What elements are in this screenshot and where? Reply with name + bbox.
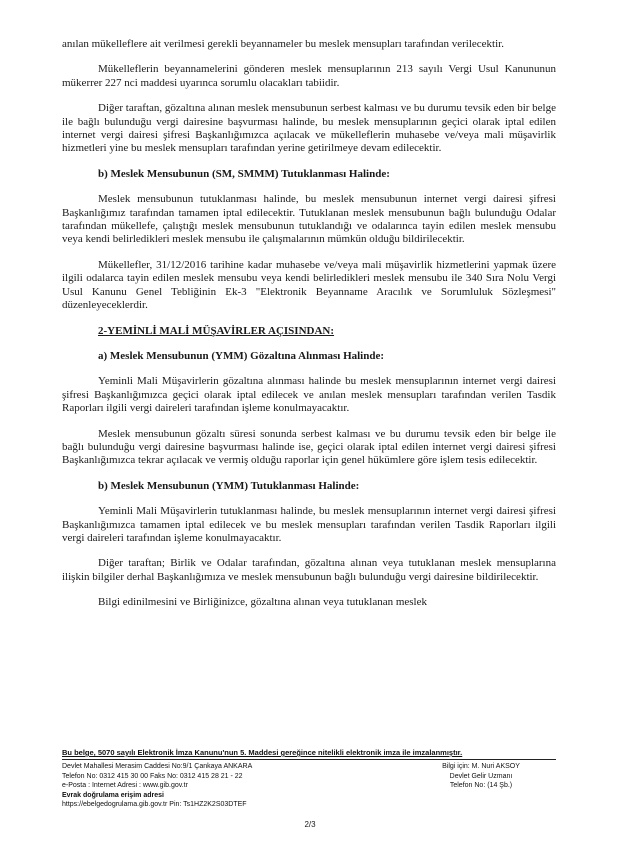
document-body — [62, 38, 556, 622]
paragraph: Yeminli Mali Müşavirlerin gözaltına alınması halinde bu meslek mensuplarının internet vergi dairesi şifresi Başkanlığımızca geçici olarak iptal edilecek ve anılan meslek mensupları tarafından verilen Tasdik Raporları ilgili vergi daireleri tarafından işleme konulmayacaktır. — [62, 375, 556, 415]
paragraph: Bilgi edinilmesini ve Birliğinizce, gözaltına alınan veya tutuklanan meslek — [98, 596, 427, 609]
footer-contact-block — [62, 762, 382, 810]
main-section-heading: 2-YEMİNLİ MALİ MÜŞAVİRLER AÇISINDAN: — [98, 324, 335, 337]
verify-label: Evrak doğrulama erişim adresi — [62, 791, 164, 799]
address-text: Devlet Mahallesi Merasim Caddesi No:9/1 Çankaya ANKARA — [62, 763, 253, 770]
section-heading: b) Meslek Mensubunun (YMM) Tutuklanması Halinde: — [98, 479, 360, 492]
section-heading: a) Meslek Mensubunun (YMM) Gözaltına Alınması Halinde: — [98, 349, 385, 362]
paragraph: Diğer taraftan; Birlik ve Odalar tarafından, gözaltına alınan veya tutuklanan meslek mensuplarına ilişkin bilgiler derhal Başkanlığımıza ve meslek mensubunun bağlı bulunduğu vergi dairesine bildirilecektir. — [62, 557, 556, 583]
page-number: 2/3 — [304, 820, 316, 829]
verify-url: https://ebelgedogrulama.gib.gov.tr Pin: Ts1HZ2K2S03DTEF — [62, 801, 247, 808]
paragraph: Mükellefler, 31/12/2016 tarihine kadar muhasebe ve/veya mali müşavirlik hizmetlerini yapmak üzere ilgili odalarca tayin edilen meslek mensubu veya kendi belirledikleri meslek mensubu ile 340 Sıra Nolu Vergi Usul Kanunu Genel Tebliğinin Ek-3 "Elektronik Beyanname Aracılık ve Sorumluluk Sözleşmesi" düzenleyeceklerdir. — [62, 258, 556, 312]
paragraph: Diğer taraftan, gözaltına alınan meslek mensubunun serbest kalması ve bu durumu tevsik eden bir belge ile bağlı bulunduğu vergi dairesine başvurması halinde, bu meslek mensuplarının geçici olarak iptal edilen internet vergi dairesi şifresi Başkanlığımızca açılacak ve mükelleflerin muhasebe ve/veya mali müşavirlik hizmetleri yine bu meslek mensupları tarafından yerine getirilmeye devam edilecektir. — [62, 102, 556, 155]
paragraph: anılan mükelleflere ait verilmesi gerekli beyannameler bu meslek mensupları tarafından verilecektir. — [62, 38, 504, 50]
contact-name: Bilgi için: M. Nuri AKSOY — [442, 763, 520, 770]
paragraph: Meslek mensubunun gözaltı süresi sonunda serbest kalması ve bu durumu tevsik eden bir belge ile bağlı bulunduğu vergi dairesine başvurması halinde ise, geçici olarak iptal edilen internet vergi dairesi şifresi Başkanlığımızca tekrar açılacak ve vermiş olduğu raporlar için genel hükümlere göre işlem tesis edilecektir. — [62, 427, 556, 467]
document-footer — [62, 748, 556, 810]
footer-info-block — [406, 762, 556, 810]
contact-title: Devlet Gelir Uzmanı — [449, 772, 513, 780]
e-signature-notice: Bu belge, 5070 sayılı Elektronik İmza Kanunu'nun 5. Maddesi gereğince nitelikli elektronik imza ile imzalanmıştır. — [62, 748, 463, 757]
web-text: e-Posta : Internet Adresi : www.gib.gov.tr — [62, 782, 188, 789]
paragraph: Mükelleflerin beyannamelerini gönderen meslek mensuplarının 213 sayılı Vergi Usul Kanununun mükerrer 227 nci maddesi uyarınca sorumlu olacakları tabiidir. — [62, 63, 556, 89]
section-heading: b) Meslek Mensubunun (SM, SMMM) Tutuklanması Halinde: — [98, 167, 390, 180]
paragraph: Yeminli Mali Müşavirlerin tutuklanması halinde, bu meslek mensuplarının internet vergi dairesi şifresi Başkanlığımızca tamamen iptal edilecek ve bu meslek mensupları tarafından verilen Tasdik Raporları ilgili vergi daireleri tarafından işleme konulmayacaktır. — [62, 505, 556, 544]
phone-text: Telefon No: 0312 415 30 00 Faks No: 0312 415 28 21 - 22 — [62, 772, 243, 780]
paragraph: Meslek mensubunun tutuklanması halinde, bu meslek mensubunun internet vergi dairesi şifresi Başkanlığımız tarafından tamamen iptal edilecektir. Tutuklanan meslek mensubunun bağlı bulunduğu Odalar tarafından mükellefe, çalıştığı meslek mensubunun tutuklandığı ve odalarınca tayin edilen meslek mensubu veya kendi belirledikleri meslek mensubu ile çalışmalarının mümkün olduğu bildirilecektir. — [62, 193, 556, 246]
footer-divider — [62, 759, 556, 760]
contact-phone: Telefon No: (14 Şb.) — [449, 782, 513, 789]
